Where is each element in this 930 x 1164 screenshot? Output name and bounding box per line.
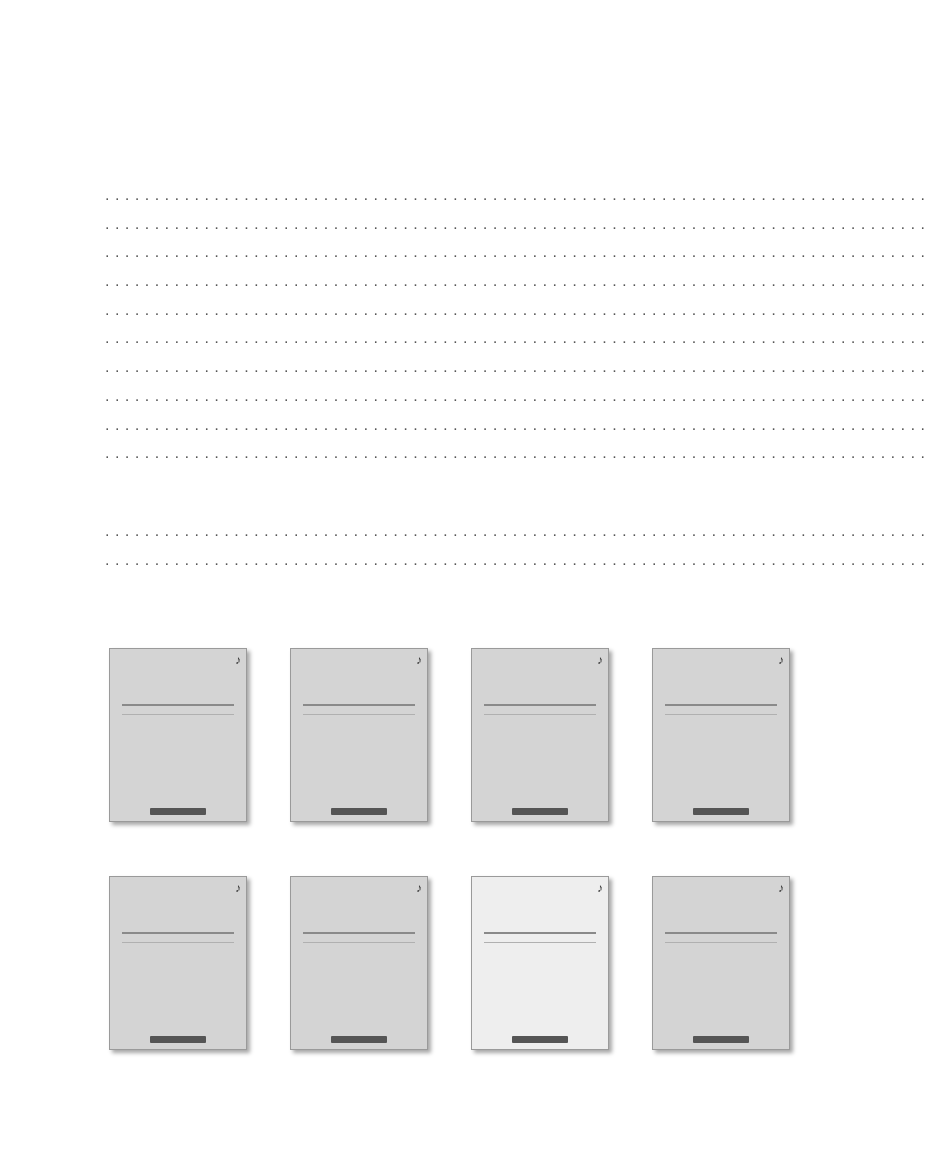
quilt-illustration — [683, 719, 761, 797]
quilt-illustration — [140, 947, 218, 1025]
book-cover — [471, 876, 609, 1050]
dot-leader: ................................................................................... — [105, 215, 930, 233]
music-note-icon: ♪ — [416, 653, 422, 667]
dot-leader: ................................................................................... — [105, 330, 930, 348]
cover-subtitle-rule — [122, 932, 234, 943]
dot-leader: ................................................................................... — [105, 387, 930, 405]
book-cover — [652, 876, 790, 1050]
publisher-logo-bar — [693, 1036, 749, 1043]
book-cover — [109, 876, 247, 1050]
book-card — [284, 648, 434, 830]
toc-row — [105, 442, 930, 471]
toc-row — [105, 356, 930, 385]
dot-leader: ................................................................................... — [105, 551, 930, 569]
toc-row — [105, 414, 930, 443]
music-note-icon: ♪ — [235, 653, 241, 667]
quilt-illustration — [321, 947, 399, 1025]
book-cover — [652, 648, 790, 822]
dot-leader: ................................................................................... — [105, 273, 930, 291]
toc-row — [105, 327, 930, 356]
dot-leader: ................................................................................... — [105, 416, 930, 434]
quilt-illustration — [683, 947, 761, 1025]
book-card — [284, 876, 434, 1058]
dot-leader: ................................................................................... — [105, 445, 930, 463]
dot-leader: ................................................................................... — [105, 359, 930, 377]
toc-row — [105, 520, 930, 549]
publisher-logo-bar — [331, 808, 387, 815]
publisher-logo-bar — [150, 808, 206, 815]
book-card — [465, 876, 615, 1058]
book-card — [103, 648, 253, 830]
toc-row — [105, 299, 930, 328]
music-note-icon: ♪ — [597, 653, 603, 667]
book-card — [646, 876, 796, 1058]
contents-list — [105, 184, 930, 471]
publisher-logo-bar — [150, 1036, 206, 1043]
bottom-decorative-border — [0, 1116, 900, 1138]
toc-row — [105, 549, 930, 578]
music-note-icon: ♪ — [778, 881, 784, 895]
book-cover — [109, 648, 247, 822]
dot-leader: ................................................................................... — [105, 301, 930, 319]
quilt-illustration — [321, 719, 399, 797]
book-cover — [471, 648, 609, 822]
cover-subtitle-rule — [484, 704, 596, 715]
music-note-icon: ♪ — [235, 881, 241, 895]
cover-subtitle-rule — [303, 932, 415, 943]
dot-leader: ................................................................................... — [105, 244, 930, 262]
cover-subtitle-rule — [122, 704, 234, 715]
book-cover — [290, 648, 428, 822]
toc-row — [105, 184, 930, 213]
toc-row — [105, 241, 930, 270]
music-note-icon: ♪ — [416, 881, 422, 895]
top-decorative-border — [0, 24, 900, 46]
quilt-illustration — [140, 719, 218, 797]
music-note-icon: ♪ — [778, 653, 784, 667]
book-card — [465, 648, 615, 830]
publisher-logo-bar — [693, 808, 749, 815]
music-note-icon: ♪ — [597, 881, 603, 895]
quilt-illustration — [502, 947, 580, 1025]
dot-leader: ................................................................................... — [105, 523, 930, 540]
cover-subtitle-rule — [665, 704, 777, 715]
publisher-logo-bar — [512, 808, 568, 815]
book-card — [103, 876, 253, 1058]
toc-row — [105, 385, 930, 414]
cover-subtitle-rule — [665, 932, 777, 943]
publisher-logo-bar — [512, 1036, 568, 1043]
quilt-illustration — [502, 719, 580, 797]
book-card — [646, 648, 796, 830]
cover-subtitle-rule — [484, 932, 596, 943]
publisher-logo-bar — [331, 1036, 387, 1043]
additional-items-list — [105, 520, 930, 577]
toc-row — [105, 270, 930, 299]
dot-leader: ................................................................................... — [105, 187, 930, 204]
book-cover — [290, 876, 428, 1050]
toc-row — [105, 213, 930, 242]
cover-subtitle-rule — [303, 704, 415, 715]
